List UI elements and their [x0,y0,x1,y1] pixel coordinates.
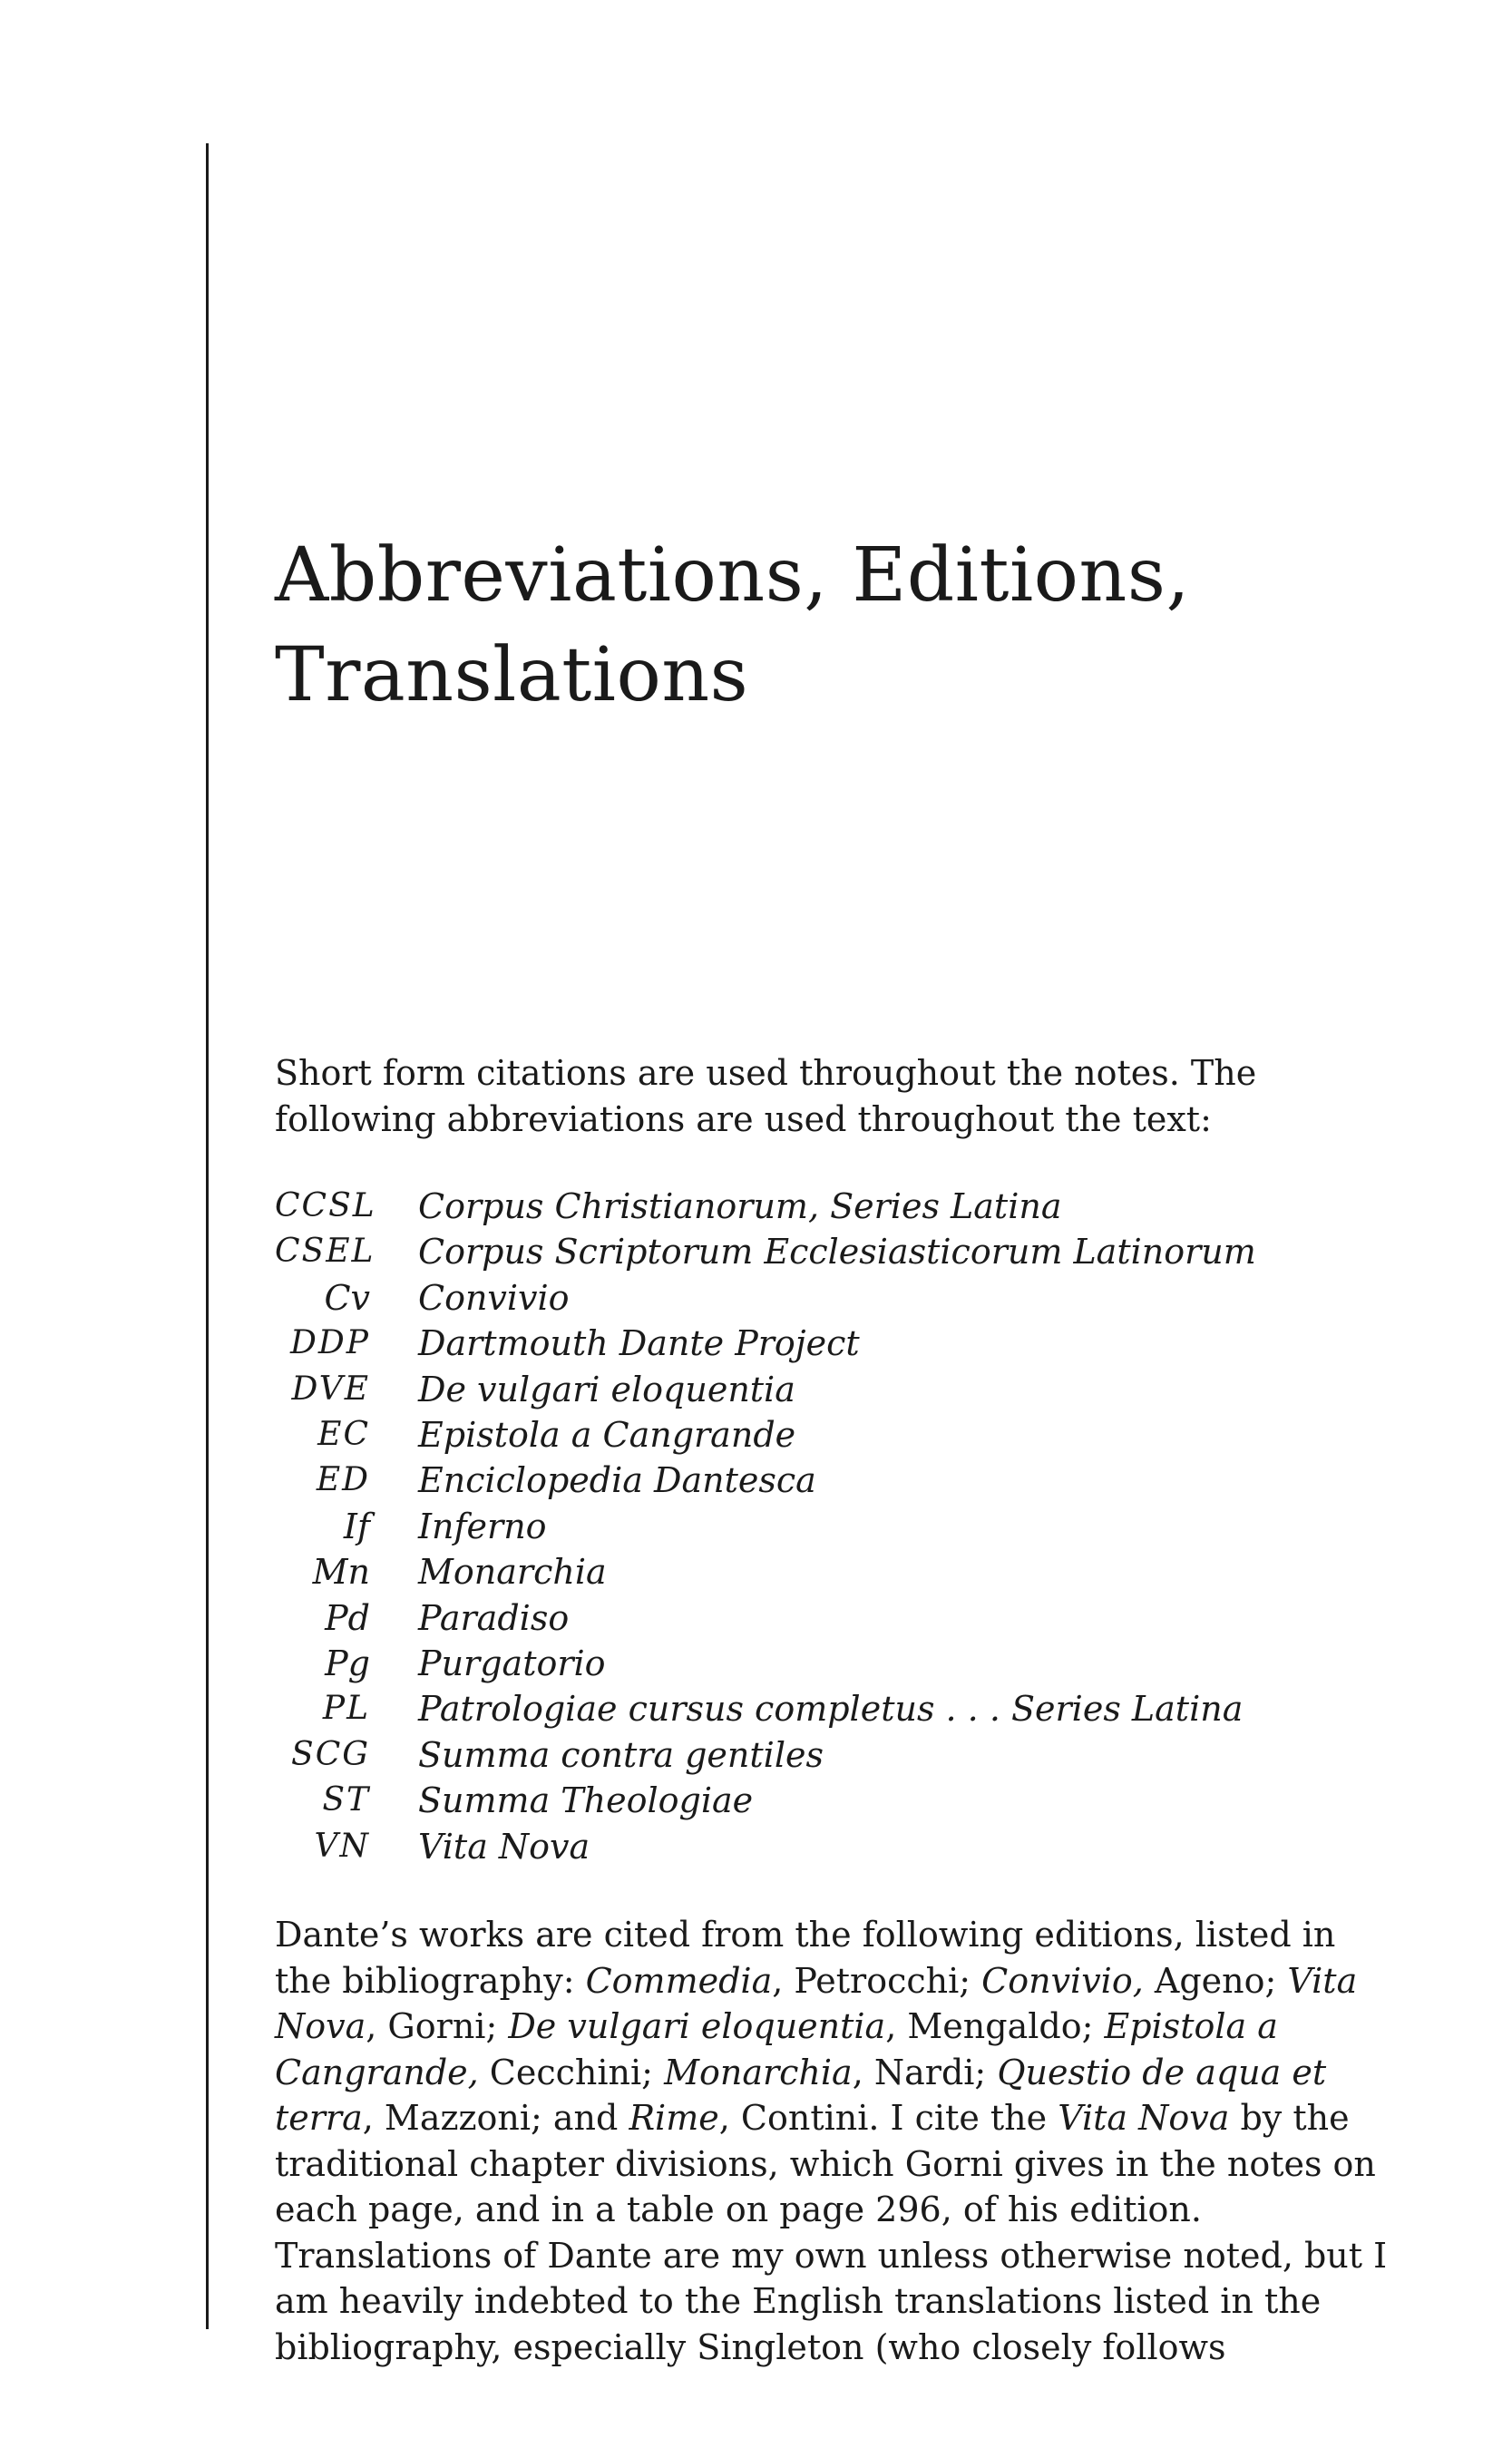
abbreviation-code: Pd [325,1597,370,1638]
abbreviation-title: Corpus Scriptorum Ecclesiasticorum Latinorum [418,1232,1256,1273]
work-title: Rime [629,2098,719,2138]
abbreviation-code: ST [322,1781,370,1819]
work-title: Vita Nova [1058,2098,1230,2138]
page-title-line-2: Translations [275,632,749,718]
editions-text: , Contini. I cite the [718,2098,1058,2138]
work-title: De vulgari eloquentia [508,2006,886,2046]
abbreviation-row [275,1778,1256,1823]
work-title: Vita Nova [275,1960,1358,2046]
abbreviation-code: ED [316,1461,370,1499]
abbreviation-title: Summa Theologiae [418,1780,754,1821]
abbreviation-code: EC [317,1416,370,1454]
page-title [275,526,1190,726]
abbreviation-code: DVE [291,1370,370,1408]
abbreviation-code: VN [314,1827,370,1865]
abbreviation-title: Summa contra gentiles [418,1734,824,1775]
abbreviation-row [275,1595,1256,1641]
abbreviation-code: SCG [291,1735,370,1773]
abbreviation-row [275,1321,1256,1366]
editions-text: , Gorni; [366,2006,509,2046]
editions-text: , Mengaldo; [885,2006,1105,2046]
editions-text: , Petrocchi; [772,1960,982,2001]
abbreviation-title: Enciclopedia Dantesca [418,1460,816,1501]
abbreviation-title: Corpus Christianorum, Series Latina [418,1186,1062,1226]
abbreviation-title: Dartmouth Dante Project [418,1323,860,1364]
margin-rule [206,143,209,2329]
abbreviation-title: Paradiso [418,1597,570,1638]
abbreviation-row [275,1412,1256,1458]
abbreviation-row [275,1275,1256,1321]
abbreviation-row [275,1367,1256,1412]
abbreviation-row [275,1732,1256,1778]
work-title: Convivio, [981,1960,1144,2001]
abbreviation-code: Cv [324,1277,370,1318]
editions-text: Cecchini; [478,2052,665,2092]
abbreviation-code: CSEL [275,1233,376,1271]
page-title-line-1: Abbreviations, Editions, [275,532,1191,619]
editions-text: by the traditional chapter divisions, which Gorni gives in the notes on each page, and in a table on page 296, of his edition. Translations of Dante are my own unless otherwise noted, but I am heavily indebted to the English translations listed in the bibliography, especially Singleton (who closely follows [275,2098,1388,2367]
abbreviation-code: If [343,1506,370,1546]
abbreviation-title: Inferno [418,1506,547,1546]
abbreviation-row [275,1184,1256,1229]
abbreviation-title: De vulgari eloquentia [418,1369,795,1409]
work-title: Epistola a Cangrande, [275,2006,1278,2092]
abbreviation-row [275,1229,1256,1274]
abbreviation-title: Vita Nova [418,1826,590,1867]
abbreviation-title: Convivio [418,1277,570,1318]
abbreviation-row [275,1458,1256,1503]
abbreviation-row [275,1549,1256,1594]
work-title: Monarchia [664,2052,853,2092]
intro-paragraph: Short form citations are used throughout the notes. The following abbreviations are used throughout the text: [275,1053,1257,1139]
abbreviation-code: Mn [312,1552,370,1593]
abbreviation-row [275,1504,1256,1549]
editions-paragraph [275,1912,1400,2370]
editions-text: Dante’s works are cited from the following editions, listed in the bibliography: [275,1915,1336,2001]
abbreviation-code: DDP [290,1324,370,1362]
abbreviation-title: Epistola a Cangrande [418,1415,796,1456]
abbreviation-row [275,1686,1256,1731]
abbreviation-row [275,1824,1256,1869]
abbreviation-title: Monarchia [418,1552,607,1593]
abbreviation-code: PL [322,1690,370,1728]
abbreviation-code: Pg [325,1643,370,1684]
editions-text: , Nardi; [852,2052,998,2092]
editions-text: Ageno; [1143,1960,1288,2001]
editions-text: , Mazzoni; and [362,2098,629,2138]
abbreviation-list [275,1184,1256,1869]
work-title: Questio de aqua et terra [275,2052,1327,2138]
abbreviation-title: Purgatorio [418,1643,606,1684]
abbreviation-code: CCSL [275,1187,376,1224]
abbreviation-title: Patrologiae cursus completus . . . Series Latina [418,1689,1244,1730]
work-title: Commedia [585,1960,773,2001]
abbreviation-row [275,1641,1256,1686]
